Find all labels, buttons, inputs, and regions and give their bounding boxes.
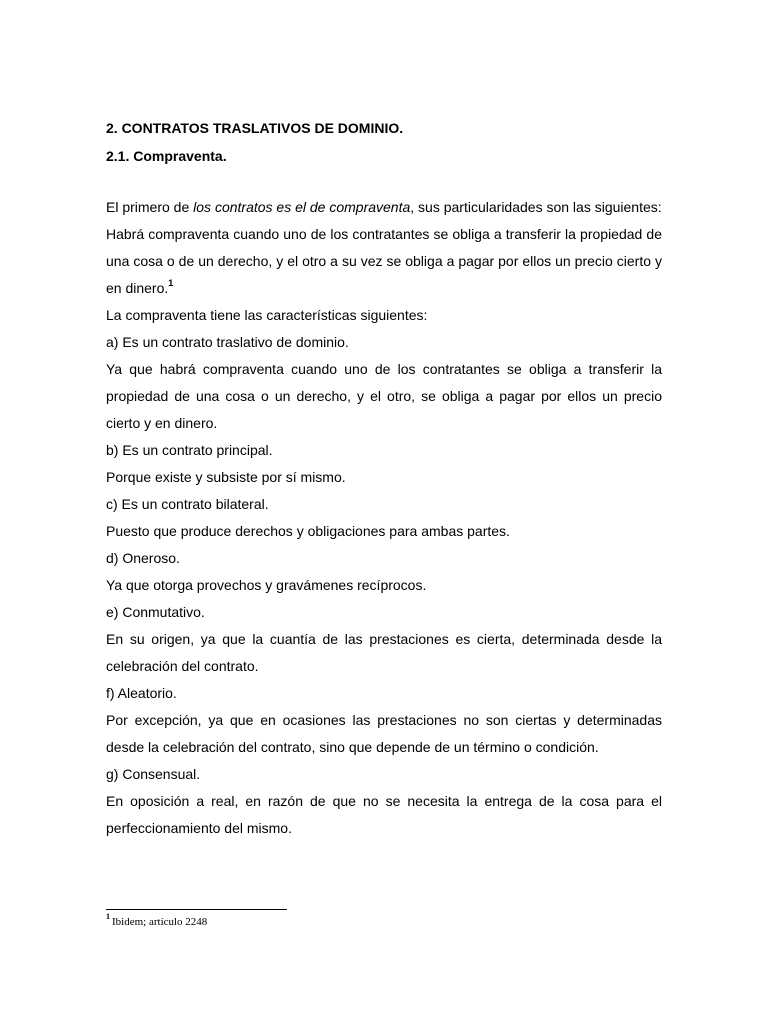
footnote-reference[interactable]: 1 xyxy=(168,278,174,289)
section-heading: 2. CONTRATOS TRASLATIVOS DE DOMINIO. xyxy=(106,120,404,136)
characteristics-list xyxy=(106,329,662,842)
characteristic-label: a) Es un contrato traslativo de dominio. xyxy=(106,334,349,350)
characteristic-label: e) Conmutativo. xyxy=(106,604,205,620)
intro-paragraph xyxy=(106,194,662,221)
characteristic-explanation: Ya que otorga provechos y gravámenes recíprocos. xyxy=(106,577,427,593)
characteristic-label: d) Oneroso. xyxy=(106,550,180,566)
characteristic-explanation: Ya que habrá compraventa cuando uno de los contratantes se obliga a transferir la propiedad de una cosa o un derecho, y el otro, se obliga a pagar por ellos un precio cierto y en dinero. xyxy=(106,361,662,431)
definition-text: Habrá compraventa cuando uno de los contratantes se obliga a transferir la propiedad de una cosa o de un derecho, y el otro a su vez se obliga a pagar por ellos un precio cierto y en dinero. xyxy=(106,226,662,296)
characteristic-explanation: Puesto que produce derechos y obligaciones para ambas partes. xyxy=(106,523,510,539)
footnote-separator xyxy=(106,909,287,910)
characteristics-intro: La compraventa tiene las características siguientes: xyxy=(106,307,428,323)
intro-text-after: , sus particularidades son las siguientes: xyxy=(410,199,662,215)
characteristic-label: f) Aleatorio. xyxy=(106,685,177,701)
footnote-text: Ibidem; artículo 2248 xyxy=(112,916,208,928)
characteristic-label: g) Consensual. xyxy=(106,766,201,782)
footnote xyxy=(106,914,207,930)
characteristic-explanation: En su origen, ya que la cuantía de las prestaciones es cierta, determinada desde la celebración del contrato. xyxy=(106,631,662,674)
subsection-heading: 2.1. Compraventa. xyxy=(106,148,227,164)
characteristic-label: b) Es un contrato principal. xyxy=(106,442,273,458)
characteristic-label: c) Es un contrato bilateral. xyxy=(106,496,269,512)
characteristic-explanation: Por excepción, ya que en ocasiones las prestaciones no son ciertas y determinadas desde la celebración del contrato, sino que depende de un término o condición. xyxy=(106,712,662,755)
definition-paragraph xyxy=(106,221,662,302)
characteristic-explanation: Porque existe y subsiste por sí mismo. xyxy=(106,469,346,485)
footnote-number: 1 xyxy=(106,912,110,922)
intro-text-italic: los contratos es el de compraventa xyxy=(193,199,411,215)
document-body xyxy=(106,118,662,842)
intro-text-before: El primero de xyxy=(106,199,194,215)
characteristic-explanation: En oposición a real, en razón de que no se necesita la entrega de la cosa para el perfeccionamiento del mismo. xyxy=(106,793,662,836)
